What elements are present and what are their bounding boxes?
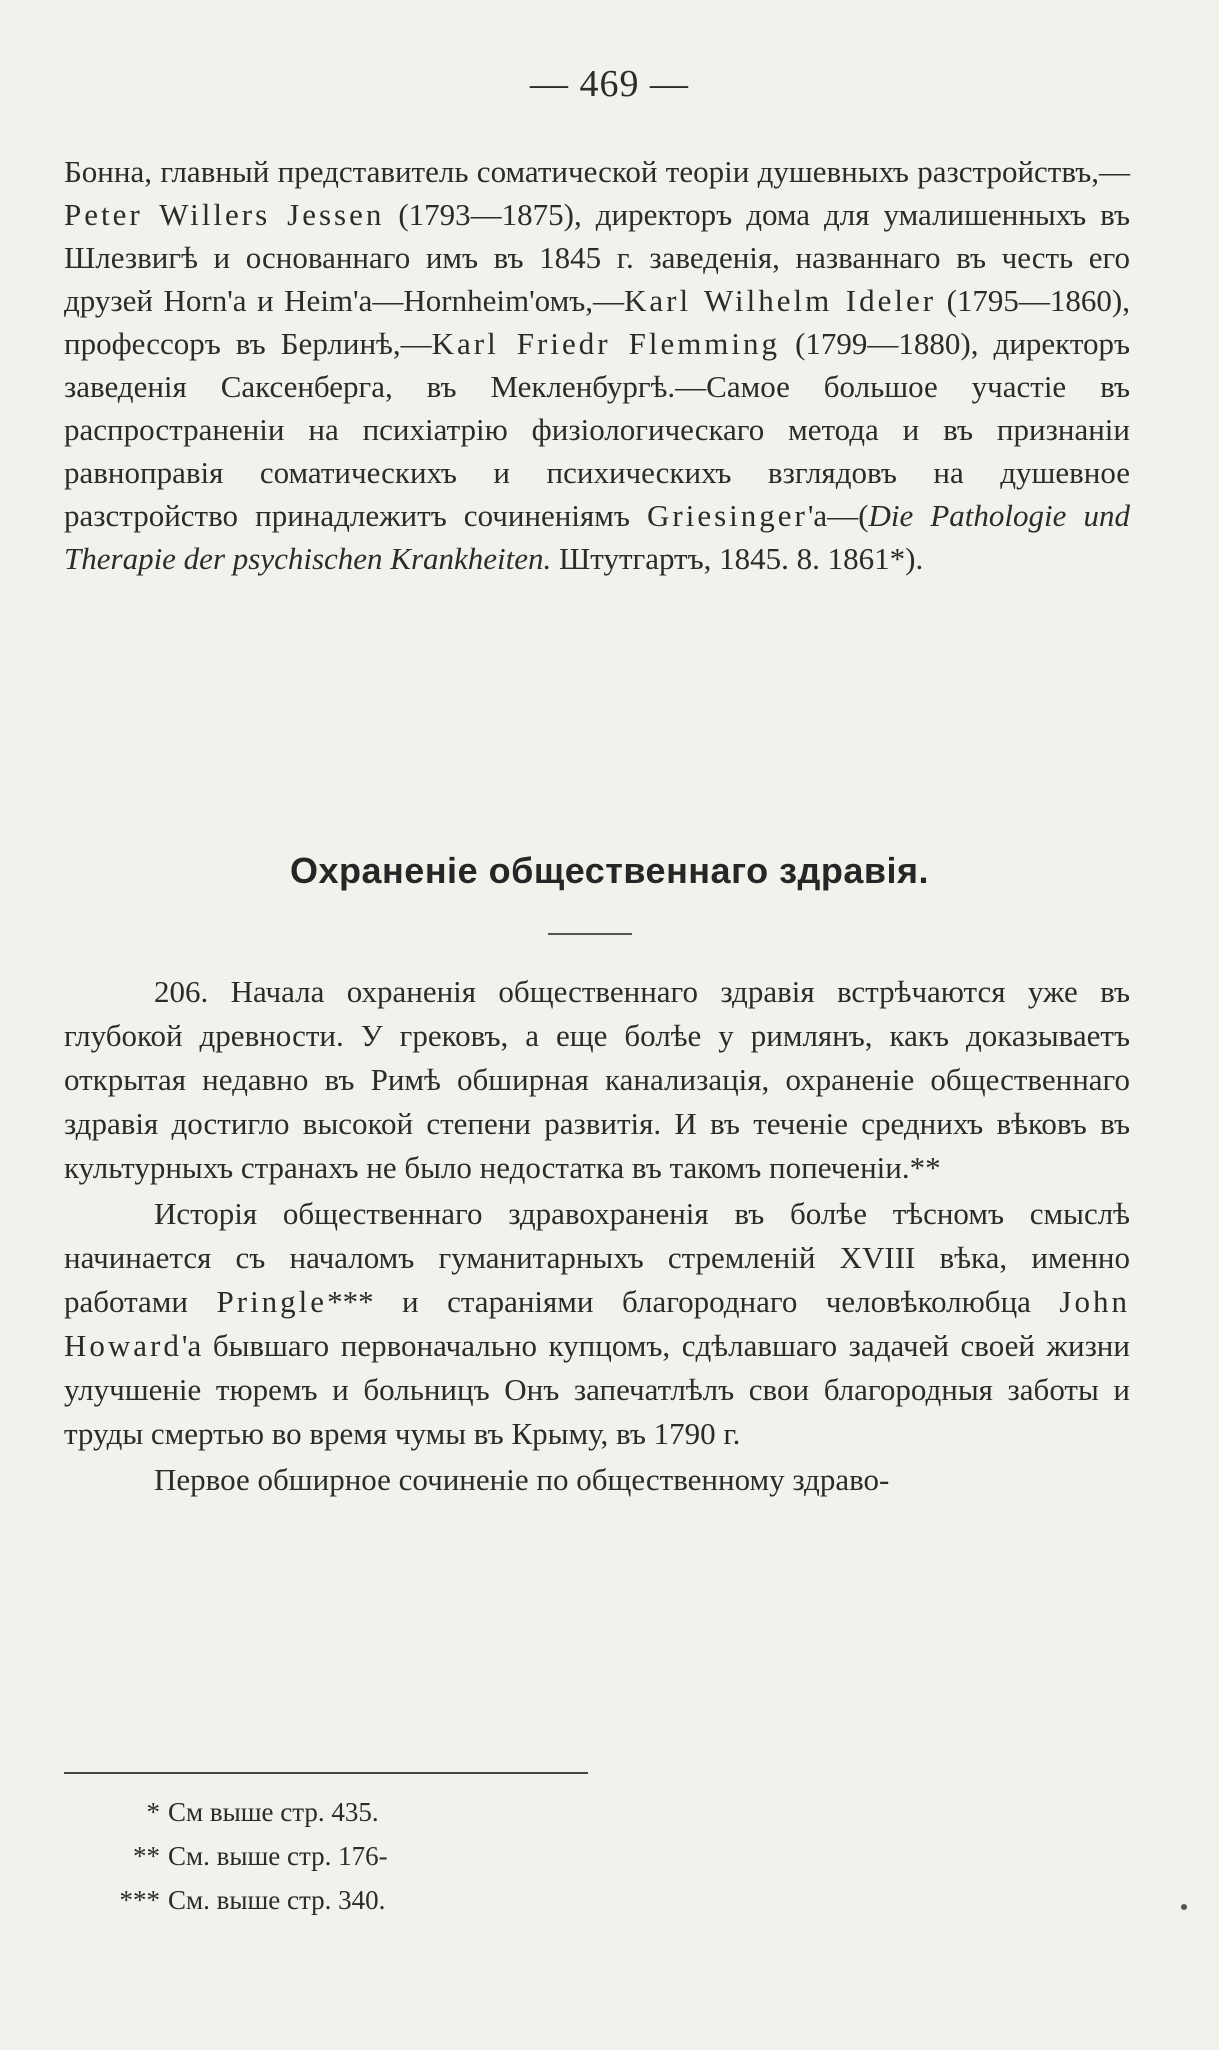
footnotes bbox=[110, 1790, 388, 1922]
footnote-divider bbox=[64, 1772, 588, 1774]
footnote-text: См. выше стр. 176- bbox=[168, 1841, 388, 1871]
intro-text-2: (1793—1875), директоръ дома для умалишенныхъ въ Шлезвигѣ и основаннаго имъ въ 1845 г. заведенія, названнаго въ честь его друзей Horn'а и Heim'а—Hornheim'омъ,— bbox=[64, 197, 1131, 318]
history-text-1: Исторія общественнаго здравохраненія въ болѣе тѣсномъ смыслѣ начинается съ началомъ гуманитарныхъ стремленій XVIII вѣка, именно работами bbox=[64, 1196, 1130, 1319]
footnote-mark: *** bbox=[119, 1885, 160, 1915]
paper-speck bbox=[1181, 1904, 1187, 1910]
author-name-griesinger: Griesinger bbox=[647, 498, 808, 533]
section-body bbox=[64, 970, 1130, 1502]
intro-text-6: Штутгартъ, 1845. 8. 1861*). bbox=[551, 541, 924, 576]
footnote-1 bbox=[110, 1790, 388, 1834]
author-name-howard: John Howard bbox=[64, 1284, 1130, 1363]
heading-divider bbox=[548, 933, 632, 935]
intro-text-5: 'a—( bbox=[807, 498, 869, 533]
author-name-flemming: Karl Friedr Flemming bbox=[431, 326, 781, 361]
footnote-3 bbox=[110, 1878, 388, 1922]
footnote-text: См выше стр. 435. bbox=[168, 1797, 379, 1827]
book-title: Die Pathologie und Therapie der psychischen Krankheiten. bbox=[64, 498, 1130, 576]
intro-text-3: (1795—1860), профессоръ въ Берлинѣ,— bbox=[64, 283, 1130, 361]
footnote-2 bbox=[110, 1834, 388, 1878]
history-text-3: 'а бывшаго первоначально купцомъ, сдѣлавшаго задачей своей жизни улучшеніе тюремъ и больницъ Онъ запечатлѣлъ свои благородныя заботы и труды смертью во время чумы въ Крыму, въ 1790 г. bbox=[64, 1328, 1130, 1451]
paragraph-first-work: Первое обширное сочиненіе по общественному здраво- bbox=[154, 1462, 890, 1497]
page-number: — 469 — bbox=[530, 63, 689, 105]
author-name-ideler: Karl Wilhelm Ideler bbox=[623, 283, 937, 318]
paragraph-206: 206. Начала охраненія общественнаго здравія встрѣчаются уже въ глубокой древности. У грековъ, а еще болѣе у римлянъ, какъ доказываетъ открытая недавно въ Римѣ обширная канализація, охраненіе общественнаго здравія достигло высокой степени развитія. И въ теченіе среднихъ вѣковъ въ культурныхъ странахъ не было недостатка въ такомъ попеченіи.** bbox=[64, 974, 1130, 1185]
footnote-text: См. выше стр. 340. bbox=[168, 1885, 386, 1915]
footnote-mark: * bbox=[146, 1797, 160, 1827]
history-text-2: *** и стараніями благороднаго человѣколюбца bbox=[327, 1284, 1060, 1319]
paragraph-history bbox=[64, 1192, 1130, 1456]
section-heading: Охраненіе общественнаго здравія. bbox=[290, 850, 929, 891]
author-name-pringle: Pringle bbox=[216, 1284, 328, 1319]
intro-text-1: Бонна, главный представитель соматической теоріи душевныхъ разстройствъ,— bbox=[64, 154, 1130, 189]
intro-text-4: (1799—1880), директоръ заведенія Саксенберга, въ Мекленбургѣ.—Самое большое участіе въ распространеніи на психіатрію физіологическаго метода и въ признаніи равноправія соматическихъ и психическихъ взглядовъ на душевное разстройство принадлежитъ сочиненіямъ bbox=[64, 326, 1130, 533]
footnote-mark: ** bbox=[133, 1841, 160, 1871]
intro-paragraph bbox=[64, 150, 1130, 580]
author-name-jessen: Peter Willers Jessen bbox=[64, 197, 385, 232]
